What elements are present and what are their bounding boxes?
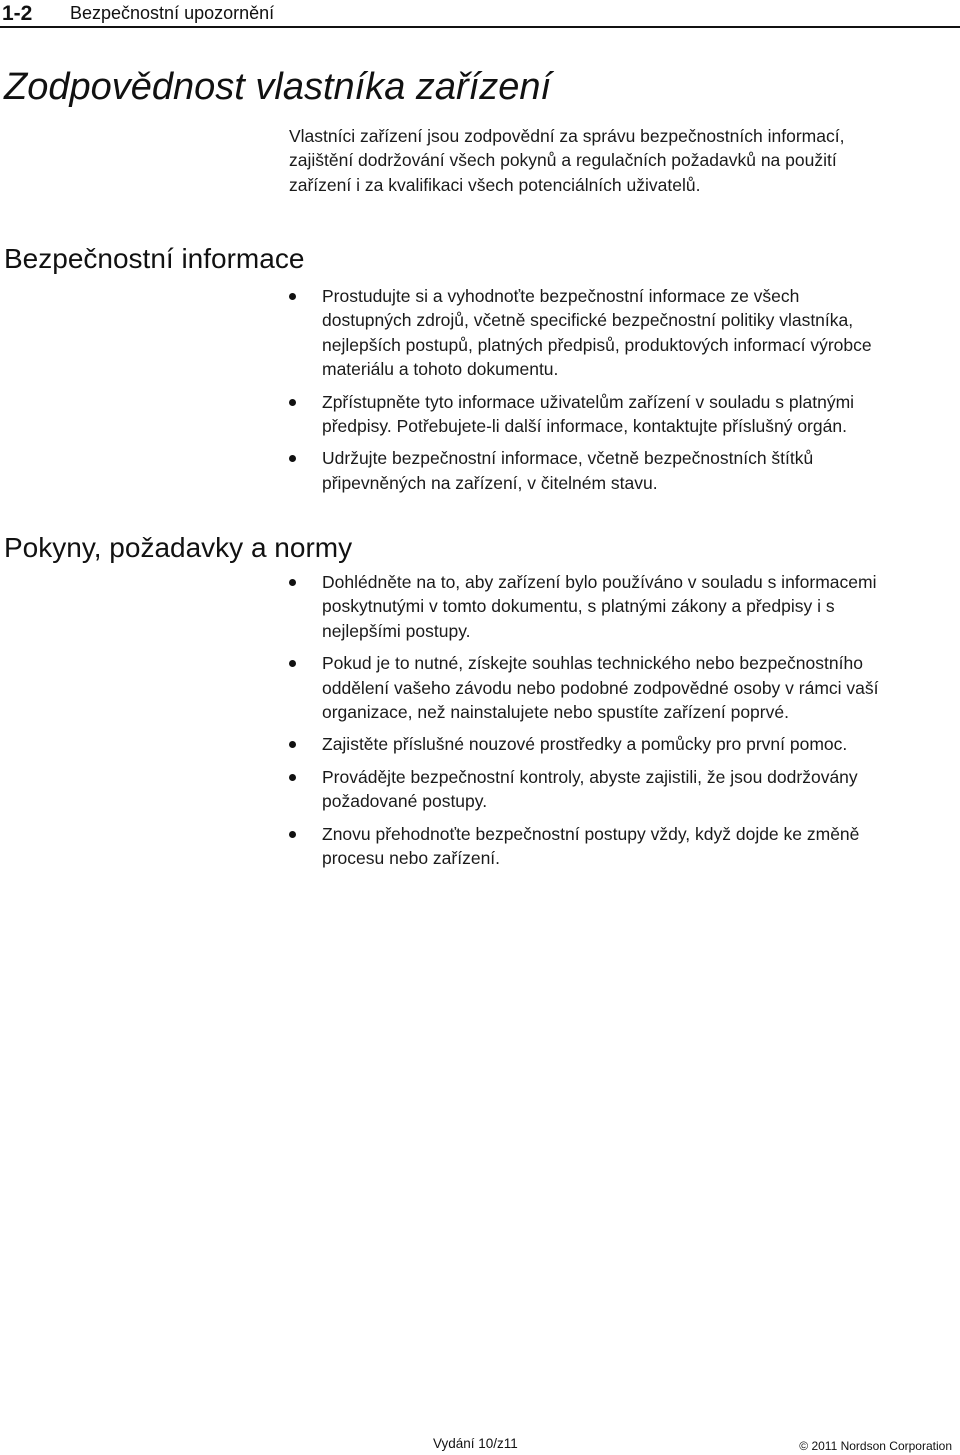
list-item: Prostudujte si a vyhodnoťte bezpečnostní informace ze všech dostupných zdrojů, včetně specifické bezpečnostní politiky vlastníka, nejlepších postupů, platných předpisů, produktových informací výrobce materiálu a tohoto dokumentu. [280, 284, 955, 382]
page-header [0, 0, 960, 27]
edition-label: Vydání 10/z11 [433, 1436, 518, 1451]
header-rule [0, 26, 960, 28]
list-item: Provádějte bezpečnostní kontroly, abyste zajistili, že jsou dodržovány požadované postupy. [280, 765, 955, 814]
list-item: Znovu přehodnoťte bezpečnostní postupy vždy, když dojde ke změně procesu nebo zařízení. [280, 822, 955, 871]
list-item: Udržujte bezpečnostní informace, včetně bezpečnostních štítků připevněných na zařízení, v čitelném stavu. [280, 446, 955, 495]
safety-info-heading: Bezpečnostní informace [4, 243, 305, 274]
list-item: Dohlédněte na to, aby zařízení bylo používáno v souladu s informacemi poskytnutými v tomto dokumentu, s platnými zákony a předpisy i s nejlepšími postupy. [280, 570, 955, 643]
page-number: 1-2 [2, 2, 33, 25]
section-title: Bezpečnostní upozornění [70, 3, 275, 23]
instructions-list [280, 570, 955, 870]
list-item: Zpřístupněte tyto informace uživatelům zařízení v souladu s platnými předpisy. Potřebujete-li další informace, kontaktujte příslušný orgán. [280, 390, 955, 439]
intro-paragraph: Vlastníci zařízení jsou zodpovědní za správu bezpečnostních informací, zajištění dodržování všech pokynů a regulačních požadavků na použití zařízení i za kvalifikaci všech potenciálních uživatelů. [289, 126, 845, 195]
instructions-heading: Pokyny, požadavky a normy [4, 532, 353, 563]
copyright-label: © 2011 Nordson Corporation [799, 1439, 952, 1453]
page-footer [0, 1436, 960, 1455]
safety-info-list [280, 284, 955, 495]
main-title: Zodpovědnost vlastníka zařízení [4, 66, 552, 108]
list-item: Zajistěte příslušné nouzové prostředky a pomůcky pro první pomoc. [280, 732, 955, 756]
list-item: Pokud je to nutné, získejte souhlas technického nebo bezpečnostního oddělení vašeho závodu nebo podobné zodpovědné osoby v rámci vaší organizace, než nainstalujete nebo spustíte zařízení poprvé. [280, 651, 955, 724]
